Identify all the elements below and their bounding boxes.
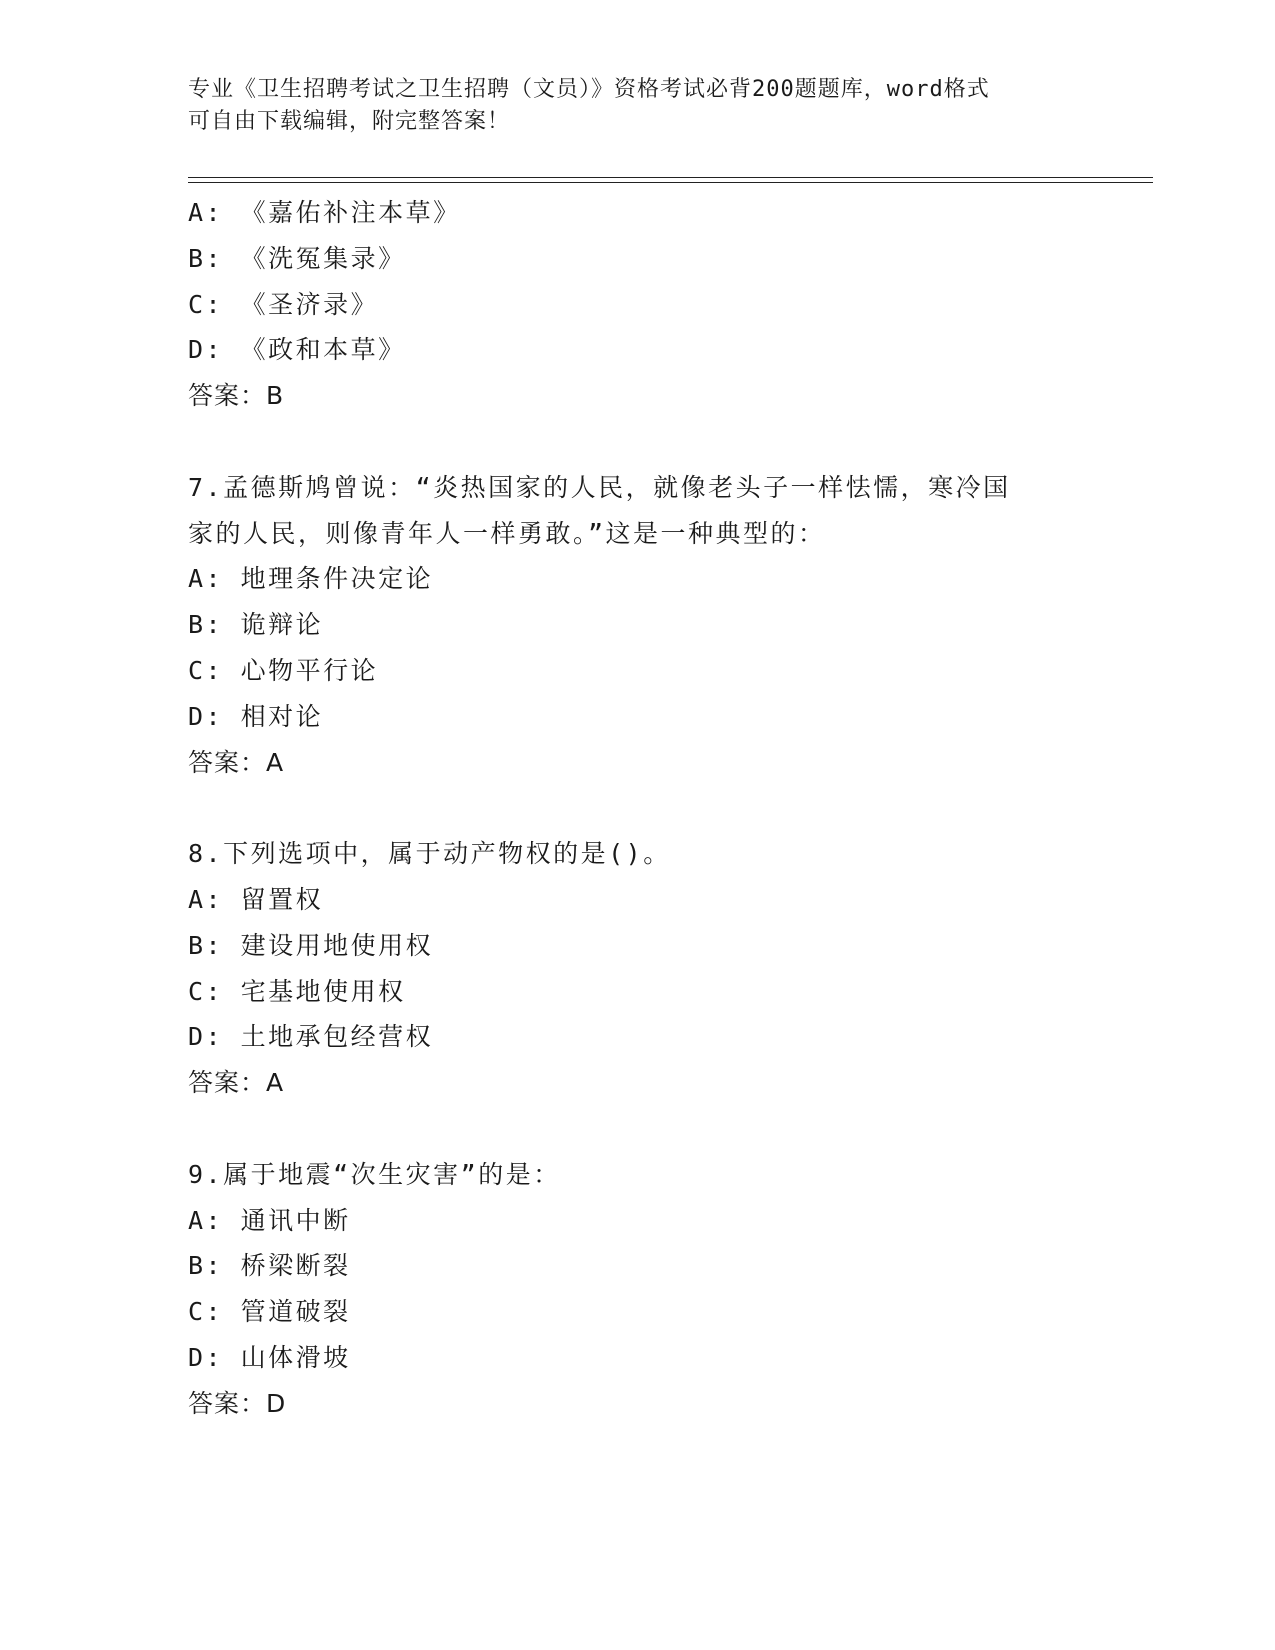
option-b: B: 桥梁断裂 [188,1251,351,1281]
answer: 答案：D [188,1388,287,1418]
header-divider-top [188,177,1153,178]
option-b: B: 建设用地使用权 [188,930,434,960]
header-divider-bottom [188,182,1153,183]
option-a: A: 地理条件决定论 [188,564,434,594]
option-d: D: 山体滑坡 [188,1342,351,1372]
document-header [188,74,1088,138]
answer: 答案：A [188,1068,285,1098]
option-a: A: 通讯中断 [188,1205,351,1235]
question-7 [188,465,1148,786]
option-a: A: 《嘉佑补注本草》 [188,198,461,227]
option-d: D: 相对论 [188,701,324,731]
option-b: B: 诡辩论 [188,610,324,640]
question-text-line-1: 7.孟德斯鸠曾说：“炎热国家的人民，就像老头子一样怯懦，寒冷国 [188,472,1011,502]
question-9 [188,1152,1148,1427]
question-6 [188,190,1148,419]
header-line-1: 专业《卫生招聘考试之卫生招聘（文员）》资格考试必背200题题库，word格式 [188,77,990,102]
question-text-line-2: 家的人民，则像青年人一样勇敢。”这是一种典型的： [188,518,826,548]
question-8 [188,831,1148,1106]
option-a: A: 留置权 [188,884,324,914]
question-text: 8.下列选项中，属于动产物权的是()。 [188,839,671,869]
option-c: C: 宅基地使用权 [188,976,406,1006]
option-d: D: 《政和本草》 [188,335,406,365]
answer: 答案：B [188,381,285,411]
question-text: 9.属于地震“次生灾害”的是： [188,1159,561,1189]
option-c: C: 心物平行论 [188,655,379,685]
option-d: D: 土地承包经营权 [188,1022,434,1052]
option-c: C: 《圣济录》 [188,289,379,319]
answer: 答案：A [188,747,285,777]
question-list [188,190,1148,1427]
option-b: B: 《洗冤集录》 [188,243,406,273]
option-c: C: 管道破裂 [188,1297,351,1327]
header-line-2: 可自由下载编辑，附完整答案！ [188,109,511,134]
